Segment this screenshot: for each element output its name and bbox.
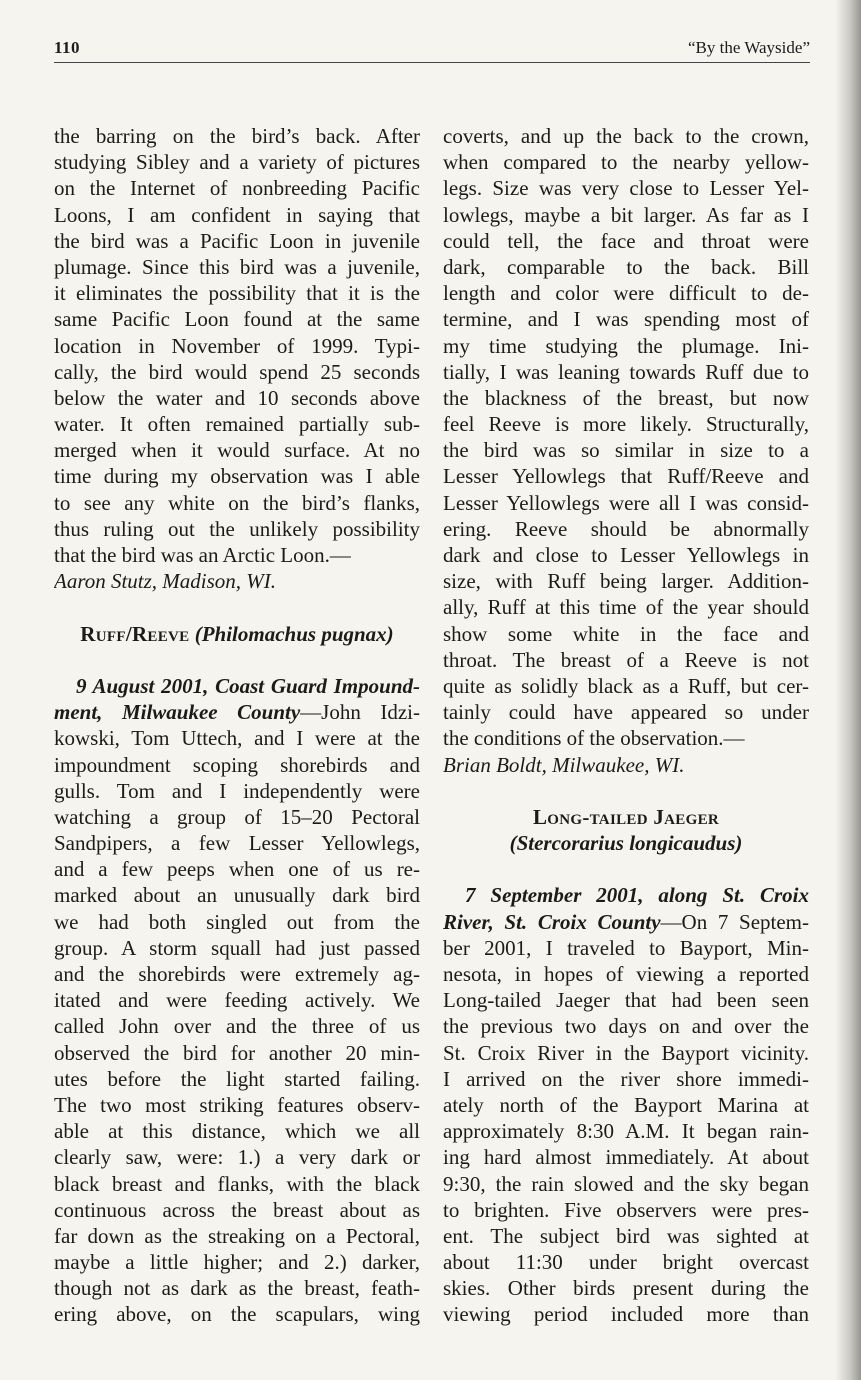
entry-lead (443, 882, 809, 908)
text-line: kowski, Tom Uttech, and I were at the (54, 726, 420, 751)
text-line: the blackness of the breast, but now (443, 385, 809, 410)
text-line: length and color were difficult to de- (443, 281, 809, 306)
species-scientific-name: (Stercorarius longicaudus) (509, 831, 743, 856)
text-line: Loons, I am confident in saying that (54, 202, 420, 227)
entry-date-location: 7 September 2001, along St. Croix (465, 883, 809, 908)
text-line: utes before the light started failing. (54, 1066, 420, 1091)
text-line: ber 2001, I traveled to Bayport, Min- (443, 935, 809, 960)
text-line: the previous two days on and over the (443, 1014, 809, 1039)
text-line: could tell, the face and throat were (443, 228, 809, 253)
species-name: Ruff/Reeve (80, 621, 190, 646)
text-line: The two most striking features observ- (54, 1092, 420, 1117)
text-line: ately north of the Bayport Marina at (443, 1092, 809, 1117)
text-line: when compared to the nearby yellow- (443, 150, 809, 175)
text-line: and the shorebirds were extremely ag- (54, 962, 420, 986)
text-line: quite as solidly black as a Ruff, but cer- (443, 673, 809, 698)
text-line: watching a group of 15–20 Pectoral (54, 804, 420, 829)
text-line: nesota, in hopes of viewing a reported (443, 962, 809, 986)
text-line: tially, I was leaning towards Ruff due to (443, 359, 809, 384)
text-line: my time studying the plumage. Ini- (443, 333, 809, 358)
text-line: throat. The breast of a Reeve is not (443, 647, 809, 672)
text-line: location in November of 1999. Typi- (54, 333, 420, 358)
spacer (443, 856, 809, 882)
text-line: group. A storm squall had just passed (54, 935, 420, 960)
text-line: marked about an unusually dark bird (54, 883, 420, 908)
text-line: and a few peeps when one of us re- (54, 857, 420, 882)
text-line: ering. Reeve should be abnormally (443, 516, 809, 541)
text-line: tainly could have appeared so under (443, 700, 809, 725)
text-line: itated and were feeding actively. We (54, 988, 420, 1013)
text-line: ing hard almost immediately. At about (443, 1145, 809, 1170)
text-line: Lesser Yellowlegs were all I was consid- (443, 490, 809, 515)
text-line: to brighten. Five observers were pres- (443, 1197, 809, 1222)
text-line: the barring on the bird’s back. After (54, 124, 420, 148)
spacer (54, 647, 420, 673)
text-line: Lesser Yellowlegs that Ruff/Reeve and (443, 464, 809, 489)
text-line: viewing period included more than (443, 1302, 809, 1327)
text-line: dark and close to Lesser Yellowlegs in (443, 543, 809, 567)
text-line: Long-tailed Jaeger that had been seen (443, 988, 809, 1013)
text-line: it eliminates the possibility that it is the (54, 281, 420, 306)
text-line: merged when it would surface. At no (54, 438, 420, 463)
species-name: Long-tailed Jaeger (532, 804, 720, 829)
signature-text: Aaron Stutz, Madison, WI. (54, 569, 277, 594)
text-line: the conditions of the observation.— (443, 726, 745, 751)
species-scientific-name: (Philomachus pugnax) (194, 621, 394, 646)
text-line: legs. Size was very close to Lesser Yel- (443, 176, 809, 201)
section-subheading (443, 830, 809, 856)
text-line: ally, Ruff at this time of the year should (443, 595, 809, 620)
text-line: we had both singled out from the (54, 909, 420, 934)
text-line: St. Croix River in the Bayport vicinity. (443, 1040, 809, 1065)
section-heading (54, 621, 420, 647)
text-line: Sandpipers, a few Lesser Yellowlegs, (54, 831, 420, 856)
text-line: though not as dark as the breast, feath- (54, 1276, 420, 1301)
text-line: black breast and flanks, with the black (54, 1171, 420, 1196)
text-line: ering above, on the scapulars, wing (54, 1302, 420, 1327)
text-line: maybe a little higher; and 2.) darker, (54, 1250, 420, 1275)
text-line: thus ruling out the unlikely possibility (54, 516, 420, 541)
text-line: ent. The subject bird was sighted at (443, 1223, 809, 1248)
left-column (54, 123, 420, 1328)
text-line: lowlegs, maybe a bit larger. As far as I (443, 202, 809, 227)
text-line: 9:30, the rain slowed and the sky began (443, 1171, 809, 1196)
text-line: I arrived on the river shore immedi- (443, 1066, 809, 1091)
text-line: below the water and 10 seconds above (54, 385, 420, 410)
entry-date-location: 9 August 2001, Coast Guard Impound- (76, 673, 420, 698)
spacer (443, 778, 809, 804)
text-line: size, with Ruff being larger. Addition- (443, 569, 809, 594)
entry-lead (54, 699, 420, 725)
text-line: about 11:30 under bright overcast (443, 1250, 809, 1275)
page-number: 110 (54, 38, 81, 57)
text-line: that the bird was an Arctic Loon.— (54, 543, 351, 567)
text-line: called John over and the three of us (54, 1014, 420, 1039)
text-line: to see any white on the bird’s flanks, (54, 490, 420, 515)
text-line: skies. Other birds present during the (443, 1276, 809, 1301)
entry-text: —On 7 Septem- (660, 909, 809, 934)
text-line: water. It often remained partially sub- (54, 412, 420, 437)
text-line: impoundment scoping shorebirds and (54, 752, 420, 777)
entry-county: ment, Milwaukee County (54, 700, 301, 725)
text-line: dark, comparable to the back. Bill (443, 254, 809, 279)
signature (443, 752, 809, 778)
text-line: able at this distance, which we all (54, 1119, 420, 1144)
text-line: the bird was a Pacific Loon in juvenile (54, 228, 420, 253)
text-line: coverts, and up the back to the crown, (443, 124, 809, 148)
text-line: far down as the streaking on a Pectoral, (54, 1223, 420, 1248)
text-line: time during my observation was I able (54, 464, 420, 489)
text-line: gulls. Tom and I independently were (54, 778, 420, 803)
text-line: feel Reeve is more likely. Structurally, (443, 412, 809, 437)
entry-text: —John Idzi- (300, 700, 420, 725)
signature (54, 568, 420, 594)
text-line: continuous across the breast about as (54, 1197, 420, 1222)
text-line: show some white in the face and (443, 621, 809, 646)
text-line: approximately 8:30 A.M. It began rain- (443, 1119, 809, 1144)
signature-text: Brian Boldt, Milwaukee, WI. (443, 752, 685, 777)
text-line: clearly saw, were: 1.) a very dark or (54, 1145, 420, 1170)
running-title: “By the Wayside” (687, 38, 810, 57)
text-line: cally, the bird would spend 25 seconds (54, 359, 420, 384)
text-line: plumage. Since this bird was a juvenile, (54, 254, 420, 279)
text-line: observed the bird for another 20 min- (54, 1040, 420, 1065)
text-line: same Pacific Loon found at the same (54, 307, 420, 332)
text-line: termine, and I was spending most of (443, 307, 809, 332)
text-line: the bird was so similar in size to a (443, 438, 809, 463)
entry-county: River, St. Croix County (443, 909, 661, 934)
running-head (54, 38, 810, 63)
spacer (54, 594, 420, 620)
text-line: on the Internet of nonbreeding Pacific (54, 176, 420, 201)
section-heading (443, 804, 809, 830)
entry-lead (54, 673, 420, 699)
right-column (443, 123, 809, 1328)
entry-lead (443, 909, 809, 935)
page-edge-shadow (835, 0, 861, 1380)
text-line: studying Sibley and a variety of pictures (54, 150, 420, 175)
